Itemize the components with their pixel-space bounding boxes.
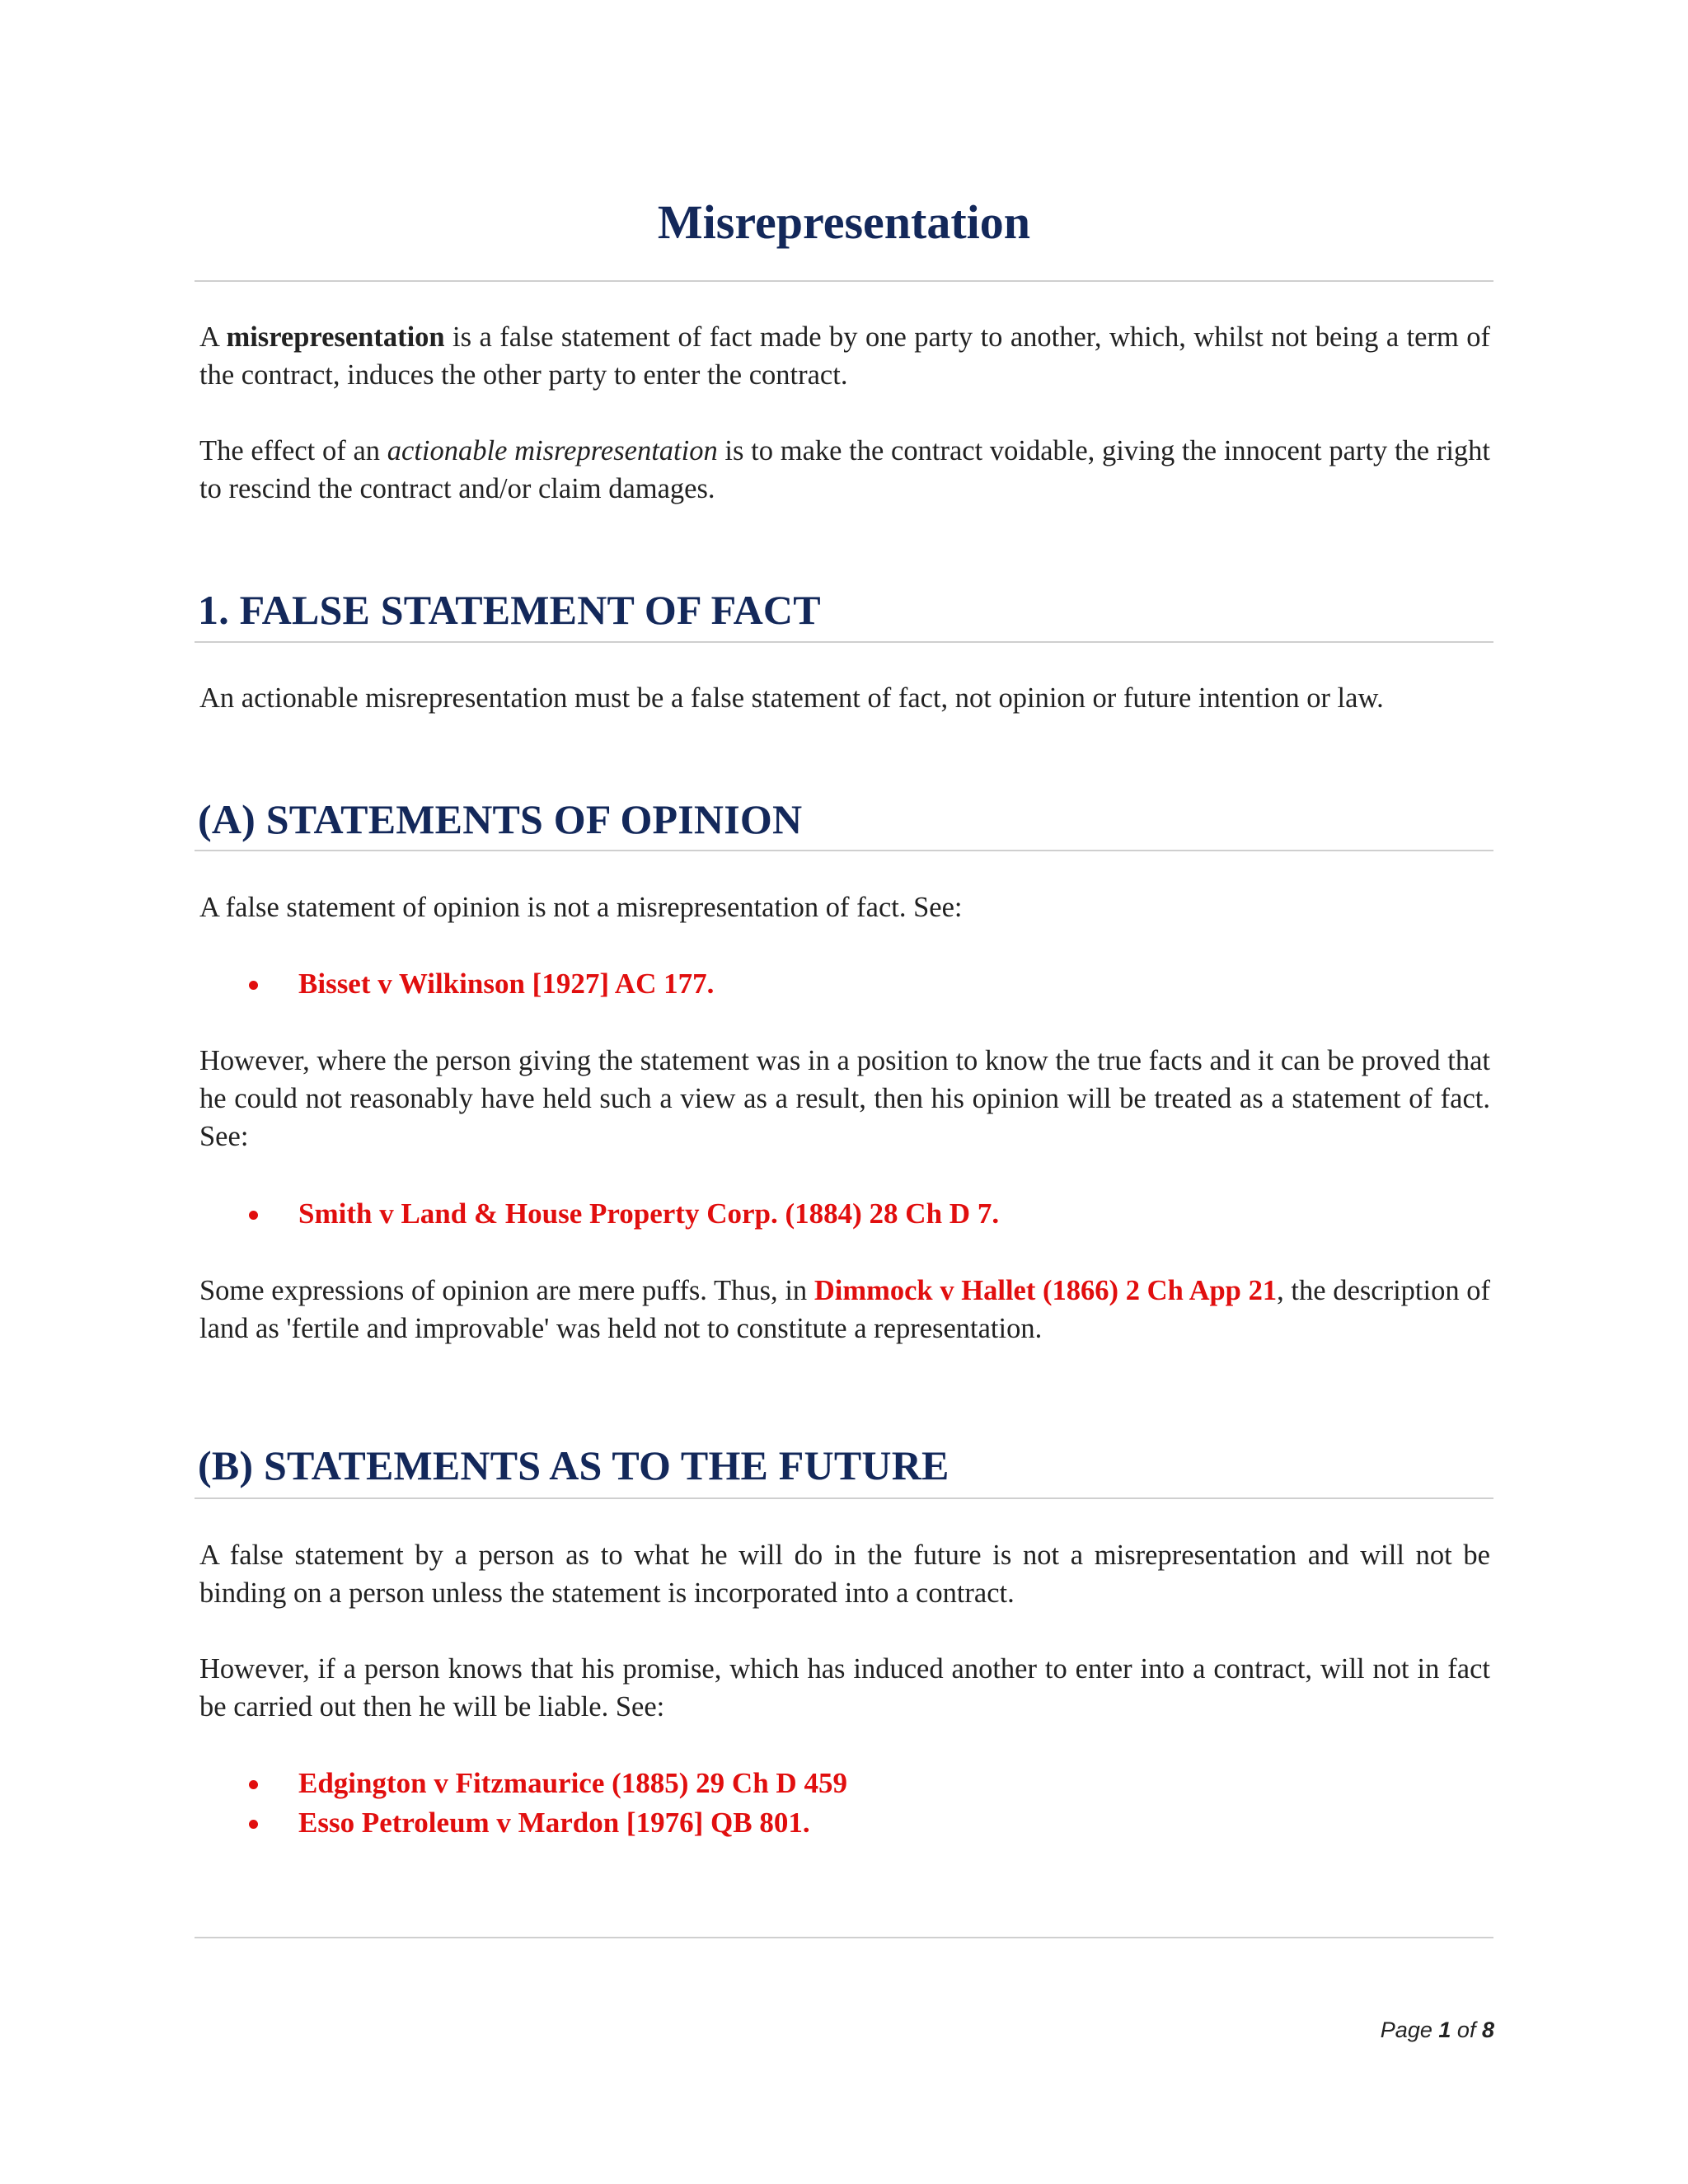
page-title: Misrepresentation [657,195,1031,249]
bullet-icon [249,1820,258,1829]
case-citation [199,1803,1485,1843]
bullet-icon [249,1211,258,1220]
section-divider [195,1497,1493,1499]
section1-paragraph: An actionable misrepresentation must be a false statement of fact, not opinion or future intention or law. [199,682,1384,714]
bullet-icon [249,981,258,990]
case-citation-text: Smith v Land & House Property Corp. (1884) 28 Ch D 7. [298,1197,1000,1230]
case-citation [199,1764,1485,1803]
intro-paragraph-1 [199,318,1490,394]
page-word: Page [1380,2018,1432,2042]
case-citation [199,1194,1485,1234]
current-page: 1 [1438,2018,1451,2042]
case-citation-text: Esso Petroleum v Mardon [1976] QB 801. [298,1807,810,1839]
section-divider [195,850,1493,851]
paragraph-text: , the description of land as 'fertile and improvable' was held not to constitute a representation. [199,1275,1491,1344]
of-word: of [1456,2018,1476,2042]
opinion-paragraph-1: A false statement of opinion is not a misrepresentation of fact. See: [199,892,963,923]
total-pages: 8 [1481,2018,1494,2042]
section-heading-future: (B) STATEMENTS AS TO THE FUTURE [198,1442,950,1488]
case-citation-text: Bisset v Wilkinson [1927] AC 177. [298,968,715,1000]
section-heading-false-statement: 1. FALSE STATEMENT OF FACT [198,587,821,633]
intro-text: is to make the contract voidable, giving the innocent party the right to rescind the contract and/or claim damages. [199,435,1490,504]
inline-case-citation: Dimmock v Hallet (1866) 2 Ch App 21 [814,1275,1278,1306]
intro-text: A [199,321,227,353]
section-heading-opinion: (A) STATEMENTS OF OPINION [198,796,803,842]
intro-text: The effect of an [199,435,387,466]
opinion-paragraph-3 [199,1272,1490,1347]
paragraph-text: Some expressions of opinion are mere puffs. Thus, in [199,1275,814,1306]
title-divider [195,280,1493,282]
case-list [199,964,1485,1004]
footer-divider [195,1937,1493,1938]
intro-paragraph-2 [199,432,1490,508]
defined-term: misrepresentation [226,321,445,353]
future-paragraph-1: A false statement by a person as to what he will do in the future is not a misrepresentation and will not be binding on a person unless the statement is incorporated into a contract. [199,1540,1490,1609]
section-divider [195,641,1493,643]
bullet-icon [249,1780,258,1789]
opinion-paragraph-2: However, where the person giving the statement was in a position to know the true facts and it can be proved that he could not reasonably have held such a view as a result, then his opinion will be treated as a statement of fact. See: [199,1045,1490,1152]
case-citation [199,964,1485,1004]
intro-text: is a false statement of fact made by one party to another, which, whilst not being a term of the contract, induces the other party to enter the contract. [199,321,1490,391]
case-citation-text: Edgington v Fitzmaurice (1885) 29 Ch D 459 [298,1767,847,1799]
future-paragraph-2: However, if a person knows that his promise, which has induced another to enter into a contract, will not in fact be carried out then he will be liable. See: [199,1653,1490,1722]
case-list [199,1194,1485,1234]
emphasised-term: actionable misrepresentation [387,435,718,466]
page-number [1381,2018,1494,2043]
case-list [199,1764,1485,1843]
